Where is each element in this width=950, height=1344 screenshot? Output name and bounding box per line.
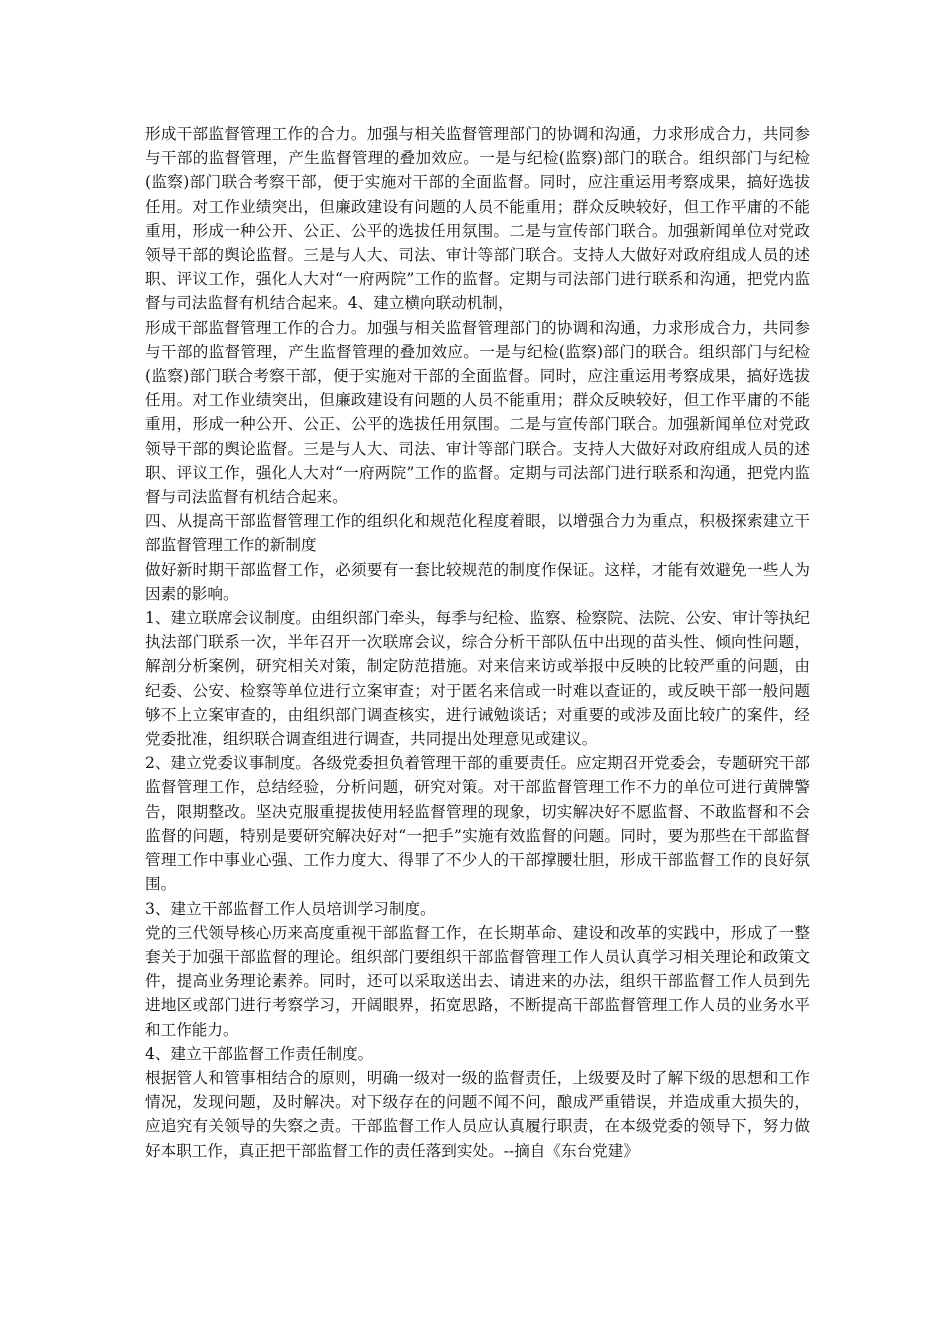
- paragraph-intro: 做好新时期干部监督工作，必须要有一套比较规范的制度作保证。这样，才能有效避免一些人为因素的影响。: [145, 560, 810, 603]
- paragraph-item-1: 1、建立联席会议制度。由组织部门牵头，每季与纪检、监察、检察院、法院、公安、审计等执纪执法部门联系一次，半年召开一次联席会议，综合分析干部队伍中出现的苗头性、倾向性问题，解剖分析案例，研究相关对策，制定防范措施。对来信来访或举报中反映的比较严重的问题，由纪委、公安、检察等单位进行立案审查；对于匿名来信或一时难以查证的，或反映干部一般问题够不上立案审查的，由组织部门调查核实，进行诫勉谈话；对重要的或涉及面比较广的案件，经党委批准，组织联合调查组进行调查，共同提出处理意见或建议。: [145, 609, 810, 749]
- item-3-heading: 3、建立干部监督工作人员培训学习制度。: [145, 899, 436, 918]
- paragraph-item-4: 根据管人和管事相结合的原则，明确一级对一级的监督责任，上级要及时了解下级的思想和工作情况，发现问题，及时解决。对下级存在的问题不闻不问，酿成严重错误，并造成重大损失的，应追究有关领导的失察之责。干部监督工作人员应认真履行职责，在本级党委的领导下，努力做好本职工作，真正把干部监督工作的责任落到实处。--摘自《东台党建》: [145, 1068, 810, 1160]
- item-4-heading: 4、建立干部监督工作责任制度。: [145, 1044, 374, 1063]
- document-body: [145, 122, 810, 1163]
- paragraph-1: 形成干部监督管理工作的合力。加强与相关监督管理部门的协调和沟通，力求形成合力，共同参与干部的监督管理，产生监督管理的叠加效应。一是与纪检(监察)部门的联合。组织部门与纪检(监察)部门联合考察干部，便于实施对干部的全面监督。同时，应注重运用考察成果，搞好选拔任用。对工作业绩突出，但廉政建设有问题的人员不能重用；群众反映较好，但工作平庸的不能重用，形成一种公开、公正、公平的选拔任用氛围。二是与宣传部门联合。加强新闻单位对党政领导干部的舆论监督。三是与人大、司法、审计等部门联合。支持人大做好对政府组成人员的述职、评议工作，强化人大对“一府两院”工作的监督。定期与司法部门进行联系和沟通，把党内监督与司法监督有机结合起来。4、建立横向联动机制，: [145, 125, 810, 313]
- section-heading: 四、从提高干部监督管理工作的组织化和规范化程度着眼，以增强合力为重点，积极探索建立干部监督管理工作的新制度: [145, 512, 810, 555]
- paragraph-item-2: 2、建立党委议事制度。各级党委担负着管理干部的重要责任。应定期召开党委会，专题研究干部监督管理工作，总结经验，分析问题，研究对策。对干部监督管理工作不力的单位可进行黄牌警告，限期整改。坚决克服重提拔使用轻监督管理的现象，切实解决好不愿监督、不敢监督和不会监督的问题，特别是要研究解决好对“一把手”实施有效监督的问题。同时，要为那些在干部监督管理工作中事业心强、工作力度大、得罪了不少人的干部撑腰壮胆，形成干部监督工作的良好氛围。: [145, 754, 810, 894]
- paragraph-2: 形成干部监督管理工作的合力。加强与相关监督管理部门的协调和沟通，力求形成合力，共同参与干部的监督管理，产生监督管理的叠加效应。一是与纪检(监察)部门的联合。组织部门与纪检(监察)部门联合考察干部，便于实施对干部的全面监督。同时，应注重运用考察成果，搞好选拔任用。对工作业绩突出，但廉政建设有问题的人员不能重用；群众反映较好，但工作平庸的不能重用，形成一种公开、公正、公平的选拔任用氛围。二是与宣传部门联合。加强新闻单位对党政领导干部的舆论监督。三是与人大、司法、审计等部门联合。支持人大做好对政府组成人员的述职、评议工作，强化人大对“一府两院”工作的监督。定期与司法部门进行联系和沟通，把党内监督与司法监督有机结合起来。: [145, 318, 810, 507]
- paragraph-item-3: 党的三代领导核心历来高度重视干部监督工作，在长期革命、建设和改革的实践中，形成了一整套关于加强干部监督的理论。组织部门要组织干部监督管理工作人员认真学习相关理论和政策文件，提高业务理论素养。同时，还可以采取送出去、请进来的办法，组织干部监督工作人员到先进地区或部门进行考察学习，开阔眼界，拓宽思路，不断提高干部监督管理工作人员的业务水平和工作能力。: [145, 923, 810, 1039]
